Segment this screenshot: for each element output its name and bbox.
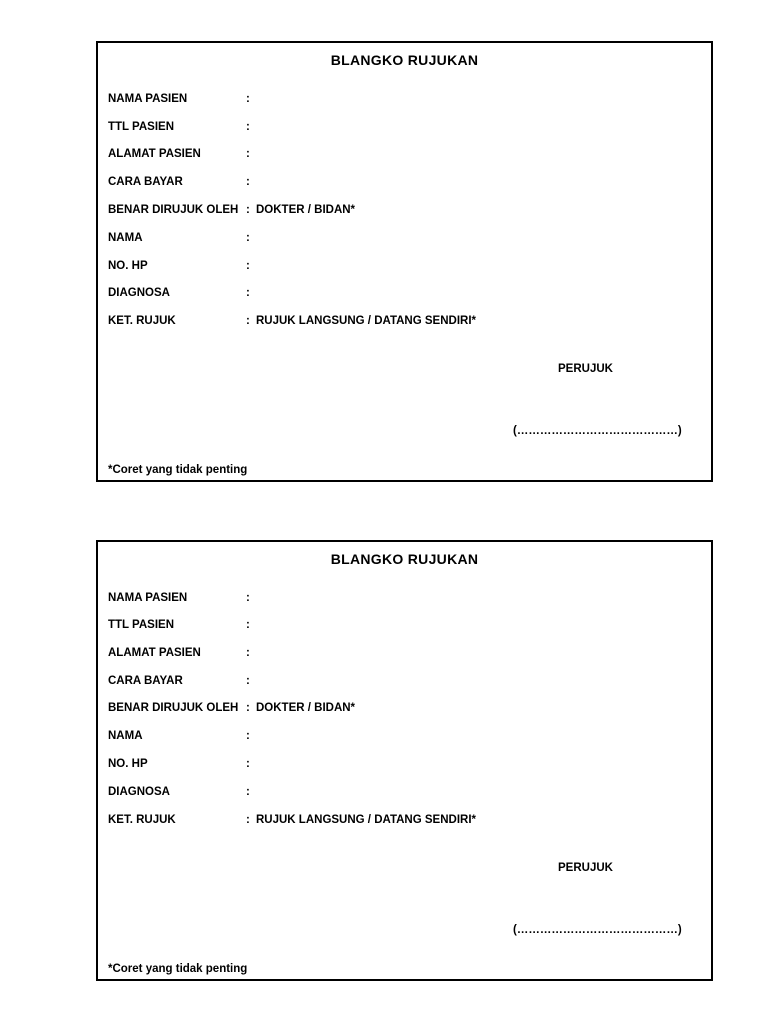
footnote: *Coret yang tidak penting xyxy=(108,464,248,476)
field-colon: : xyxy=(246,260,250,272)
field-label: NO. HP xyxy=(108,758,148,770)
signature-line: (……………………………………) xyxy=(513,425,682,437)
field-label: DIAGNOSA xyxy=(108,287,170,299)
field-colon: : xyxy=(246,592,250,604)
form-title: BLANGKO RUJUKAN xyxy=(330,52,479,68)
field-colon: : xyxy=(246,675,250,687)
field-colon: : xyxy=(246,148,250,160)
field-value: DOKTER / BIDAN* xyxy=(256,702,356,714)
field-colon: : xyxy=(246,93,250,105)
field-colon: : xyxy=(246,758,250,770)
signer-title: PERUJUK xyxy=(558,862,613,874)
field-label: ALAMAT PASIEN xyxy=(108,647,201,659)
field-label: NAMA xyxy=(108,232,143,244)
field-colon: : xyxy=(246,315,250,327)
field-value: RUJUK LANGSUNG / DATANG SENDIRI* xyxy=(256,814,476,826)
field-label: CARA BAYAR xyxy=(108,176,183,188)
field-colon: : xyxy=(246,814,250,826)
field-label: TTL PASIEN xyxy=(108,121,175,133)
signer-title: PERUJUK xyxy=(558,363,613,375)
field-label: KET. RUJUK xyxy=(108,315,176,327)
field-label: KET. RUJUK xyxy=(108,814,176,826)
field-colon: : xyxy=(246,786,250,798)
field-label: CARA BAYAR xyxy=(108,675,183,687)
field-label: BENAR DIRUJUK OLEH xyxy=(108,204,239,216)
field-label: TTL PASIEN xyxy=(108,619,175,631)
field-colon: : xyxy=(246,702,250,714)
field-label: DIAGNOSA xyxy=(108,786,170,798)
footnote: *Coret yang tidak penting xyxy=(108,963,248,975)
field-colon: : xyxy=(246,176,250,188)
field-colon: : xyxy=(246,232,250,244)
field-colon: : xyxy=(246,647,250,659)
field-label: ALAMAT PASIEN xyxy=(108,148,201,160)
signature-line: (……………………………………) xyxy=(513,924,682,936)
field-label: NAMA xyxy=(108,730,143,742)
referral-form xyxy=(96,41,713,482)
field-value: DOKTER / BIDAN* xyxy=(256,204,356,216)
field-colon: : xyxy=(246,619,250,631)
field-value: RUJUK LANGSUNG / DATANG SENDIRI* xyxy=(256,315,476,327)
field-colon: : xyxy=(246,121,250,133)
field-label: NO. HP xyxy=(108,260,148,272)
form-title: BLANGKO RUJUKAN xyxy=(330,551,479,567)
field-colon: : xyxy=(246,287,250,299)
field-colon: : xyxy=(246,730,250,742)
field-label: NAMA PASIEN xyxy=(108,592,188,604)
field-label: BENAR DIRUJUK OLEH xyxy=(108,702,239,714)
field-colon: : xyxy=(246,204,250,216)
referral-form xyxy=(96,540,713,981)
field-label: NAMA PASIEN xyxy=(108,93,188,105)
